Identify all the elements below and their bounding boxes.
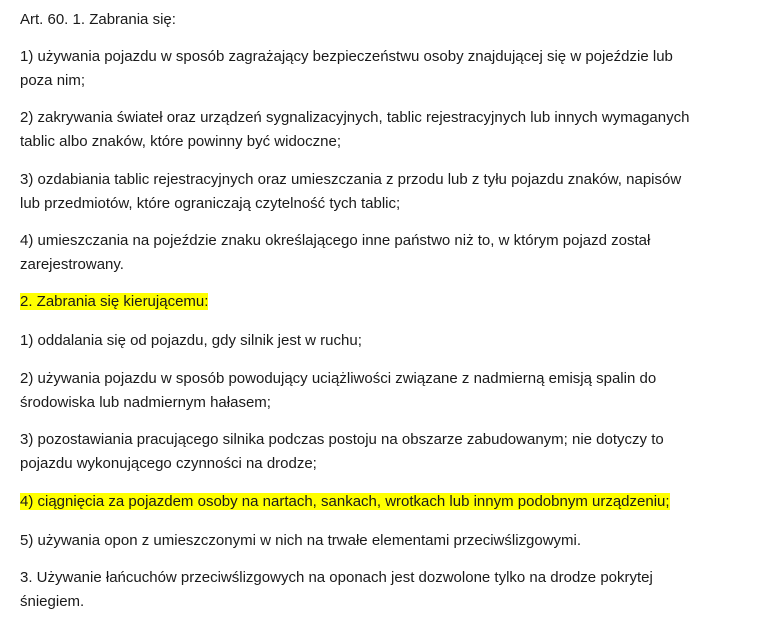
- section1-item-4: [20, 229, 650, 277]
- section2-item-5: [20, 529, 581, 553]
- paragraph-line: 3) ozdabiania tablic rejestracyjnych oraz umieszczania z przodu lub z tyłu pojazdu znaków, napisów: [20, 171, 682, 188]
- paragraph-line: 2) używania pojazdu w sposób powodujący uciążliwości związane z nadmierną emisją spalin do: [20, 370, 657, 387]
- paragraph-line: pojazdu wykonującego czynności na drodze;: [20, 455, 317, 472]
- paragraph-line: 5) używania opon z umieszczonymi w nich na trwałe elementami przeciwślizgowymi.: [20, 532, 582, 549]
- section2-item-2: [20, 367, 656, 415]
- paragraph-line: lub przedmiotów, które ograniczają czytelność tych tablic;: [20, 195, 401, 212]
- paragraph-line: poza nim;: [20, 72, 86, 89]
- section3: [20, 566, 653, 614]
- paragraph-line: 3. Używanie łańcuchów przeciwślizgowych na oponach jest dozwolone tylko na drodze pokrytej: [20, 569, 653, 586]
- highlighted-text: 2. Zabrania się kierującemu:: [20, 293, 209, 310]
- paragraph-line: 4) umieszczania na pojeździe znaku określającego inne państwo niż to, w którym pojazd został: [20, 232, 651, 249]
- section2-item-3: [20, 428, 664, 476]
- section2-item-1: [20, 329, 362, 353]
- section2-header: [20, 290, 208, 314]
- article-header: [20, 8, 176, 32]
- paragraph-line: 1) oddalania się od pojazdu, gdy silnik jest w ruchu;: [20, 332, 362, 349]
- paragraph-line: śniegiem.: [20, 593, 85, 610]
- highlighted-text: 4) ciągnięcia za pojazdem osoby na nartach, sankach, wrotkach lub innym podobnym urządzeniu;: [20, 493, 670, 510]
- section1-item-2: [20, 106, 689, 154]
- section1-item-3: [20, 168, 681, 216]
- paragraph-line: zarejestrowany.: [20, 256, 124, 273]
- section1-item-1: [20, 45, 673, 93]
- paragraph-line: 3) pozostawiania pracującego silnika podczas postoju na obszarze zabudowanym; nie dotyczy to: [20, 431, 664, 448]
- paragraph-line: tablic albo znaków, które powinny być widoczne;: [20, 133, 342, 150]
- paragraph-line: 2) zakrywania świateł oraz urządzeń sygnalizacyjnych, tablic rejestracyjnych lub innych wymaganych: [20, 109, 690, 126]
- paragraph-line: środowiska lub nadmiernym hałasem;: [20, 394, 271, 411]
- article-header-text: Art. 60. 1. Zabrania się:: [20, 11, 176, 28]
- paragraph-line: 1) używania pojazdu w sposób zagrażający bezpieczeństwu osoby znajdującej się w pojeździe lub: [20, 48, 673, 65]
- section2-item-4: [20, 490, 670, 514]
